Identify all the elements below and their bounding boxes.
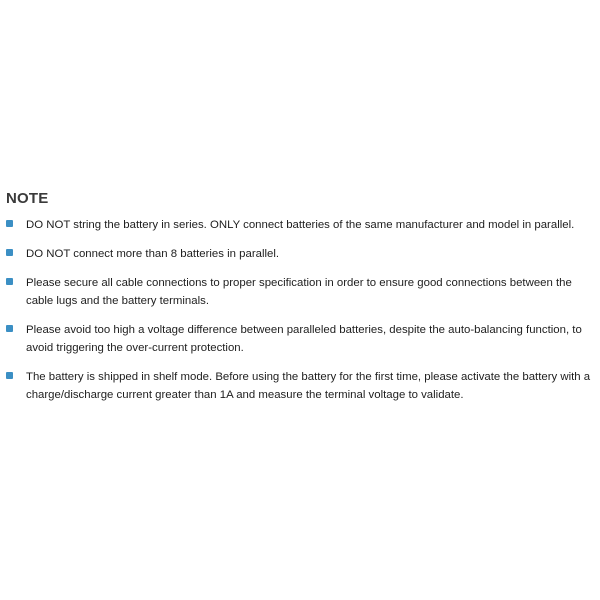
note-section [6,190,596,415]
note-item [6,321,596,357]
note-item-text: DO NOT connect more than 8 batteries in parallel. [26,248,280,260]
bullet-square-icon [6,220,13,227]
bullet-square-icon [6,278,13,285]
note-item-text: Please avoid too high a voltage difference between paralleled batteries, despite the auto-balancing function, to avoid triggering the over-current protection. [26,324,582,354]
note-item [6,368,596,404]
bullet-square-icon [6,372,13,379]
note-item-text: Please secure all cable connections to proper specification in order to ensure good connections between the cable lugs and the battery terminals. [26,277,572,307]
note-item [6,216,596,234]
bullet-square-icon [6,325,13,332]
note-title: NOTE [6,190,49,207]
note-item-text: DO NOT string the battery in series. ONLY connect batteries of the same manufacturer and model in parallel. [26,219,575,231]
note-list [6,216,596,404]
note-item [6,245,596,263]
bullet-square-icon [6,249,13,256]
note-item [6,274,596,310]
note-item-text: The battery is shipped in shelf mode. Before using the battery for the first time, please activate the battery with a charge/discharge current greater than 1A and measure the terminal voltage to validate. [26,371,591,401]
